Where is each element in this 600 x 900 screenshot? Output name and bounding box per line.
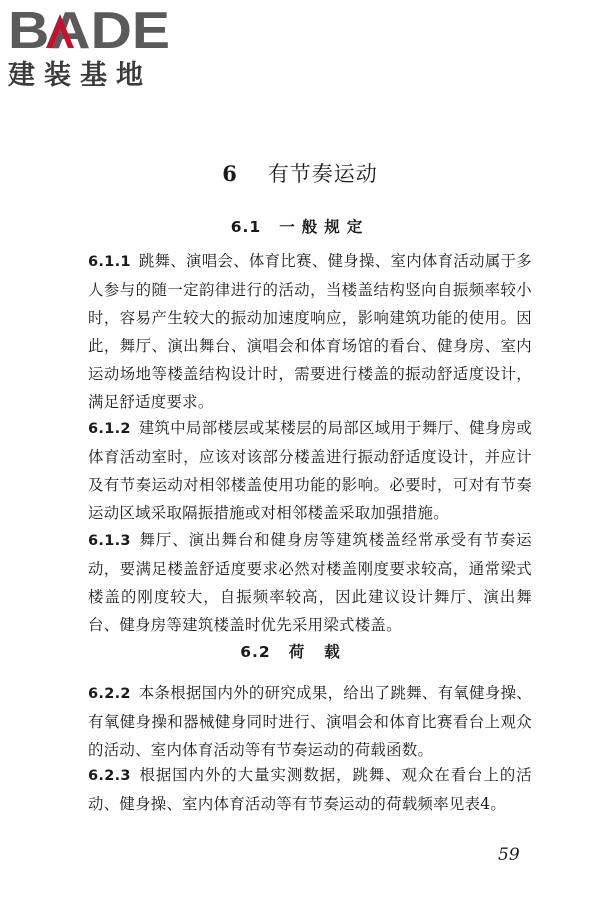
chapter-number: 6 xyxy=(222,161,238,186)
section-number: 6.2 xyxy=(240,643,271,661)
logo xyxy=(8,4,188,91)
section-title: 一般规定 xyxy=(279,218,370,236)
bade-logo-mark xyxy=(8,4,172,54)
section-heading-6-2 xyxy=(0,640,600,662)
clause-number: 6.1.3 xyxy=(88,533,131,549)
clause-number: 6.1.1 xyxy=(88,254,131,270)
logo-brand: BADE xyxy=(8,4,170,54)
chapter-heading xyxy=(0,160,600,188)
section-title: 荷载 xyxy=(288,643,360,661)
page-number: 59 xyxy=(498,845,520,865)
clause-number: 6.2.2 xyxy=(88,686,131,702)
clause-6-1-2 xyxy=(88,414,532,527)
clause-6-2-3 xyxy=(88,761,532,818)
clause-text: 跳舞、演唱会、体育比赛、健身操、室内体育活动属于多人参与的随一定韵律进行的活动，当楼盖结构竖向自振频率较小时，容易产生较大的振动加速度响应，影响建筑功能的使用。因此，舞厅、演出舞台、演唱会和体育场馆的看台、健身房、室内运动场地等楼盖结构设计时，需要进行楼盖的振动舒适度设计，满足舒适度要求。 xyxy=(88,252,532,411)
clause-6-1-1 xyxy=(88,247,532,416)
section-number: 6.1 xyxy=(230,218,262,236)
clause-number: 6.1.2 xyxy=(88,421,131,437)
clause-text: 本条根据国内外的研究成果，给出了跳舞、有氧健身操、有氧健身操和器械健身同时进行、演唱会和体育比赛看台上观众的活动、室内体育活动等有节奏运动的荷载函数。 xyxy=(88,684,532,759)
clause-text: 舞厅、演出舞台和健身房等建筑楼盖经常承受有节奏运动，要满足楼盖舒适度要求必然对楼盖刚度要求较高，通常梁式楼盖的刚度较大，自振频率较高，因此建议设计舞厅、演出舞台、健身房等建筑楼盖时优先采用梁式楼盖。 xyxy=(88,531,532,634)
clause-number: 6.2.3 xyxy=(88,768,131,784)
clause-text: 根据国内外的大量实测数据，跳舞、观众在看台上的活动、健身操、室内体育活动等有节奏运动的荷载频率见表4。 xyxy=(88,766,532,813)
clause-6-2-2 xyxy=(88,679,532,764)
logo-subtitle: 建装基地 xyxy=(8,60,152,91)
section-heading-6-1 xyxy=(0,215,600,237)
clause-text: 建筑中局部楼层或某楼层的局部区域用于舞厅、健身房或体育活动室时，应该对该部分楼盖进行振动舒适度设计，并应计及有节奏运动对相邻楼盖使用功能的影响。必要时，可对有节奏运动区域采取隔振措施或对相邻楼盖采取加强措施。 xyxy=(88,419,532,522)
chapter-title: 有节奏运动 xyxy=(267,162,378,186)
clause-6-1-3 xyxy=(88,526,532,639)
